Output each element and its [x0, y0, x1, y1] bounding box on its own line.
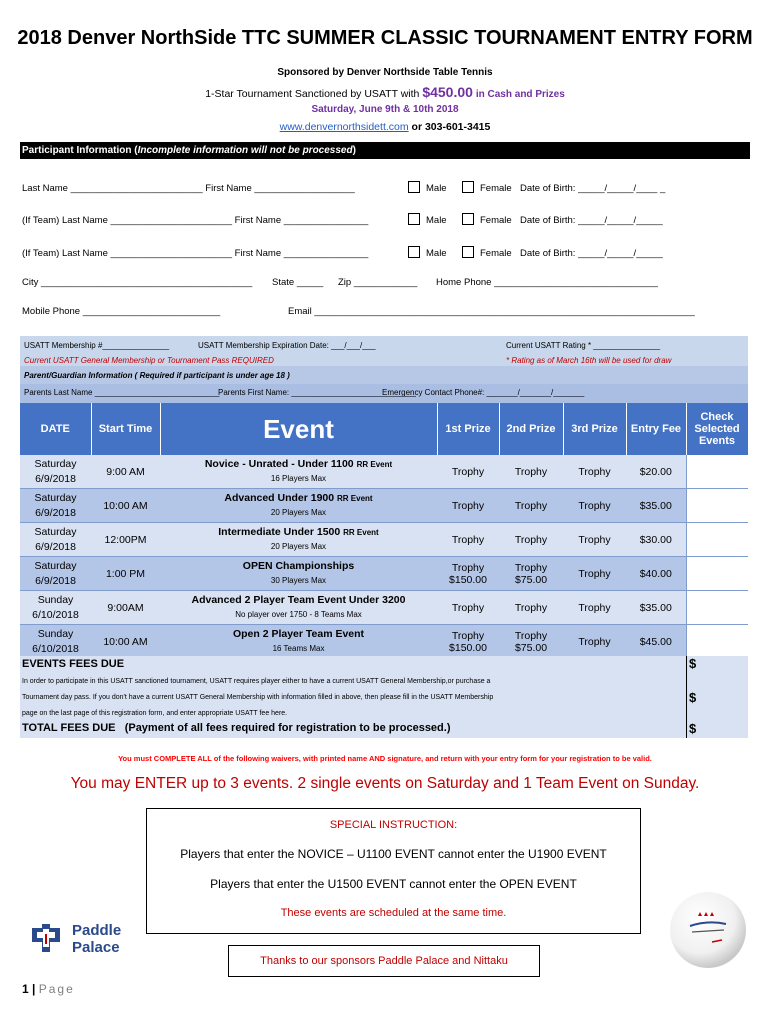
female-checkbox[interactable] — [462, 213, 474, 225]
logo-wordmark — [72, 922, 121, 956]
third-prize: Trophy — [563, 557, 626, 591]
event-select-checkbox[interactable] — [686, 557, 748, 591]
entry-fee: $35.00 — [626, 591, 686, 625]
event-title: Advanced Under 1900 — [224, 492, 335, 504]
total-fees-amount[interactable]: $ — [686, 721, 696, 738]
dob-field[interactable]: Date of Birth: _____/_____/____ _ — [520, 183, 666, 194]
event-name — [160, 591, 437, 625]
male-option[interactable] — [408, 213, 447, 229]
name-fields[interactable]: Last Name _________________________ First Name ___________________ — [22, 183, 355, 194]
header-third-prize: 3rd Prize — [563, 403, 626, 455]
second-prize — [499, 625, 563, 659]
female-label: Female — [480, 183, 512, 194]
event-tag: RR Event — [337, 494, 373, 503]
participant-info-bar — [20, 142, 750, 159]
form-title: 2018 Denver NorthSide TTC SUMMER CLASSIC TOURNAMENT ENTRY FORM — [17, 27, 753, 49]
header-start-time: Start Time — [91, 403, 160, 455]
sponsor-line: Sponsored by Denver Northside Table Tennis — [277, 67, 493, 78]
rating-note: * Rating as of March 16th will be used for draw — [506, 356, 672, 365]
thanks-sponsors-box: Thanks to our sponsors Paddle Palace and Nittaku — [228, 945, 540, 977]
event-limit: 30 Players Max — [270, 576, 327, 585]
header-second-prize: 2nd Prize — [499, 403, 563, 455]
header-date: DATE — [20, 403, 91, 455]
contact-row — [22, 304, 752, 320]
paddle-palace-icon — [28, 920, 64, 956]
event-title: Advanced 2 Player Team Event Under 3200 — [191, 594, 406, 606]
event-title: Intermediate Under 1500 — [218, 526, 341, 538]
special-line-1: Players that enter the NOVICE – U1100 EVENT cannot enter the U1900 EVENT — [180, 847, 607, 861]
first-prize — [437, 557, 499, 591]
female-checkbox[interactable] — [462, 181, 474, 193]
participant-row-2 — [22, 213, 752, 229]
event-limit: 20 Players Max — [270, 542, 327, 551]
events-fees-amount[interactable]: $ — [686, 656, 696, 674]
event-date-value: 6/10/2018 — [32, 608, 79, 621]
first-prize — [437, 489, 499, 523]
event-limit: No player over 1750 - 8 Teams Max — [235, 610, 362, 619]
event-name — [160, 455, 437, 489]
parents-first-field[interactable]: Parents First Name: ____________________________ — [218, 388, 416, 397]
event-date-value: 6/9/2018 — [35, 472, 76, 485]
events-fees-label: EVENTS FEES DUE — [22, 658, 125, 670]
first-prize-trophy: Trophy — [451, 465, 485, 478]
event-date — [20, 489, 91, 523]
usatt-fee-note-1: In order to participate in this USATT sanctioned tournament, USATT requires player either to have a current USATT General Membership,or purchase a — [22, 678, 491, 685]
event-date — [20, 557, 91, 591]
state-field[interactable]: State _____ — [272, 277, 324, 288]
event-title: OPEN Championships — [242, 560, 355, 572]
logo-line-1: Paddle — [72, 922, 122, 939]
male-label: Male — [426, 215, 447, 226]
header-event: Event — [160, 403, 437, 455]
event-start-time: 12:00PM — [91, 523, 160, 557]
logo-line-2: Palace — [72, 939, 120, 956]
male-checkbox[interactable] — [408, 246, 420, 258]
name-fields[interactable]: (If Team) Last Name _______________________ First Name ________________ — [22, 215, 369, 226]
second-prize-cash: $75.00 — [514, 573, 548, 586]
event-start-time: 9:00 AM — [91, 455, 160, 489]
cash-prizes-text: in Cash and Prizes — [475, 89, 565, 100]
page-number: 1 — [22, 982, 29, 996]
female-option[interactable] — [462, 246, 512, 262]
entry-fee: $30.00 — [626, 523, 686, 557]
event-limit: 20 Players Max — [270, 508, 327, 517]
participant-row-3 — [22, 246, 752, 262]
prize-amount: $450.00 — [422, 84, 473, 100]
second-prize-cash: $75.00 — [514, 641, 548, 654]
page-footer — [22, 982, 75, 996]
event-date — [20, 625, 91, 659]
event-day: Saturday — [34, 559, 77, 572]
guardian-heading: Parent/Guardian Information ( Required if participant is under age 18 ) — [24, 371, 290, 380]
event-tag: RR Event — [343, 528, 379, 537]
total-fees-label — [22, 722, 451, 734]
third-prize: Trophy — [563, 455, 626, 489]
tournament-dates: Saturday, June 9th & 10th 2018 — [311, 104, 459, 115]
home-phone-field[interactable]: Home Phone _______________________________ — [436, 277, 658, 288]
membership-required-note: Current USATT General Membership or Tournament Pass REQUIRED — [24, 356, 274, 365]
header-check-events: Check Selected Events — [686, 403, 748, 455]
event-day: Saturday — [34, 491, 77, 504]
second-prize — [499, 489, 563, 523]
entry-limit-note: You may ENTER up to 3 events. 2 single events on Saturday and 1 Team Event on Sunday. — [70, 775, 700, 792]
event-start-time: 10:00 AM — [91, 625, 160, 659]
second-prize-trophy: Trophy — [514, 561, 548, 574]
second-prize — [499, 591, 563, 625]
bar-note: Incomplete information will not be processed — [137, 145, 353, 156]
first-prize-cash: $150.00 — [449, 641, 487, 654]
usatt-fee-note-3: page on the last page of this registration form, and enter appropriate USATT fee here. — [22, 710, 288, 717]
event-row — [20, 625, 748, 659]
female-label: Female — [480, 248, 512, 259]
event-tag: RR Event — [356, 460, 393, 469]
event-name — [160, 625, 437, 659]
event-row — [20, 591, 748, 625]
table-header-row — [20, 403, 748, 455]
sanction-line — [0, 84, 770, 100]
usatt-fee-note-2: Tournament day pass. If you don't have a current USATT General Membership with information filled in above, then please fill in the USATT Membership — [22, 694, 494, 701]
emergency-phone-field[interactable]: Emergency Contact Phone#: _______/_______/_______ — [382, 388, 585, 397]
event-date-value: 6/9/2018 — [35, 506, 76, 519]
dob-field[interactable]: Date of Birth: _____/_____/_____ — [520, 248, 663, 259]
entry-fee: $40.00 — [626, 557, 686, 591]
female-label: Female — [480, 215, 512, 226]
event-row — [20, 489, 748, 523]
entry-fee: $45.00 — [626, 625, 686, 659]
dob-field[interactable]: Date of Birth: _____/_____/_____ — [520, 215, 663, 226]
header-entry-fee: Entry Fee — [626, 403, 686, 455]
second-prize-trophy: Trophy — [514, 629, 548, 642]
event-select-checkbox[interactable] — [686, 591, 748, 625]
phone-number: or 303-601-3415 — [411, 121, 491, 133]
website-link[interactable]: www.denvernorthsidett.com — [279, 121, 409, 133]
name-fields[interactable]: (If Team) Last Name _______________________ First Name ________________ — [22, 248, 369, 259]
usatt-fee-row — [20, 674, 748, 721]
event-select-checkbox[interactable] — [686, 455, 748, 489]
second-prize — [499, 455, 563, 489]
zip-field[interactable]: Zip ____________ — [338, 277, 418, 288]
second-prize — [499, 523, 563, 557]
city-field[interactable]: City ________________________________________ — [22, 277, 253, 288]
total-label: TOTAL FEES DUE — [22, 722, 116, 734]
first-prize — [437, 455, 499, 489]
total-note: (Payment of all fees required for registration to be processed.) — [124, 722, 451, 734]
parents-last-field[interactable]: Parents Last Name ____________________________ — [24, 388, 220, 397]
first-prize-trophy: Trophy — [451, 601, 485, 614]
event-title: Open 2 Player Team Event — [232, 628, 365, 640]
first-prize — [437, 591, 499, 625]
first-prize-trophy: Trophy — [451, 561, 485, 574]
events-table — [20, 403, 749, 659]
event-start-time: 1:00 PM — [91, 557, 160, 591]
special-line-2: Players that enter the U1500 EVENT cannot enter the OPEN EVENT — [210, 877, 577, 891]
male-label: Male — [426, 183, 447, 194]
third-prize: Trophy — [563, 523, 626, 557]
male-label: Male — [426, 248, 447, 259]
event-select-checkbox[interactable] — [686, 489, 748, 523]
third-prize: Trophy — [563, 489, 626, 523]
contact-line — [0, 121, 770, 133]
event-name — [160, 523, 437, 557]
events-fees-row — [20, 656, 748, 674]
page-separator: | — [32, 982, 36, 996]
event-row — [20, 455, 748, 489]
event-date-value: 6/9/2018 — [35, 574, 76, 587]
first-prize — [437, 625, 499, 659]
second-prize — [499, 557, 563, 591]
waiver-note: You must COMPLETE ALL of the following waivers, with printed name AND signature, and return with your entry form for your registration to be valid. — [118, 754, 652, 763]
email-field[interactable]: Email ________________________________________________________________________ — [288, 306, 695, 317]
male-option[interactable] — [408, 181, 447, 197]
sanction-text: 1-Star Tournament Sanctioned by USATT with — [205, 88, 420, 100]
event-limit: 16 Teams Max — [272, 644, 325, 653]
male-checkbox[interactable] — [408, 213, 420, 225]
entry-fee: $20.00 — [626, 455, 686, 489]
event-select-checkbox[interactable] — [686, 523, 748, 557]
event-name — [160, 489, 437, 523]
expiration-field[interactable]: USATT Membership Expiration Date: ___/___/___ — [198, 341, 376, 350]
paddle-palace-logo — [28, 920, 140, 960]
participant-row-1 — [22, 181, 752, 197]
event-row — [20, 557, 748, 591]
first-prize-trophy: Trophy — [451, 629, 485, 642]
male-checkbox[interactable] — [408, 181, 420, 193]
address-row — [22, 275, 752, 291]
usatt-fee-amount[interactable]: $ — [686, 674, 696, 721]
event-title: Novice - Unrated - Under 1100 — [204, 458, 354, 470]
second-prize-trophy: Trophy — [514, 601, 548, 614]
entry-fee: $35.00 — [626, 489, 686, 523]
event-row — [20, 523, 748, 557]
event-limit: 16 Players Max — [270, 474, 327, 483]
ping-pong-ball-image — [668, 890, 748, 970]
event-day: Sunday — [37, 627, 74, 640]
header-first-prize: 1st Prize — [437, 403, 499, 455]
first-prize-trophy: Trophy — [451, 533, 485, 546]
page-word: Page — [38, 982, 75, 996]
second-prize-trophy: Trophy — [514, 499, 548, 512]
female-checkbox[interactable] — [462, 246, 474, 258]
female-option[interactable] — [462, 181, 512, 197]
mobile-phone-field[interactable]: Mobile Phone __________________________ — [22, 306, 221, 317]
membership-field[interactable]: USATT Membership #_______________ — [24, 341, 170, 350]
bar-close: ) — [352, 145, 356, 156]
event-name — [160, 557, 437, 591]
event-date — [20, 523, 91, 557]
special-warning: These events are scheduled at the same time. — [280, 907, 507, 919]
total-fees-row — [20, 721, 748, 738]
event-date — [20, 591, 91, 625]
second-prize-trophy: Trophy — [514, 465, 548, 478]
first-prize — [437, 523, 499, 557]
event-day: Sunday — [37, 593, 74, 606]
first-prize-trophy: Trophy — [451, 499, 485, 512]
special-title: SPECIAL INSTRUCTION: — [329, 819, 458, 831]
second-prize-trophy: Trophy — [514, 533, 548, 546]
event-date — [20, 455, 91, 489]
bar-label: Participant Information ( — [22, 145, 138, 156]
event-start-time: 9:00AM — [91, 591, 160, 625]
special-instruction-box — [146, 808, 641, 934]
first-prize-cash: $150.00 — [449, 573, 487, 586]
event-start-time: 10:00 AM — [91, 489, 160, 523]
rating-field[interactable]: Current USATT Rating * _______________ — [506, 341, 661, 350]
event-date-value: 6/10/2018 — [32, 642, 79, 655]
event-day: Saturday — [34, 525, 77, 538]
female-option[interactable] — [462, 213, 512, 229]
third-prize: Trophy — [563, 625, 626, 659]
event-date-value: 6/9/2018 — [35, 540, 76, 553]
event-select-checkbox[interactable] — [686, 625, 748, 659]
event-day: Saturday — [34, 457, 77, 470]
male-option[interactable] — [408, 246, 447, 262]
third-prize: Trophy — [563, 591, 626, 625]
